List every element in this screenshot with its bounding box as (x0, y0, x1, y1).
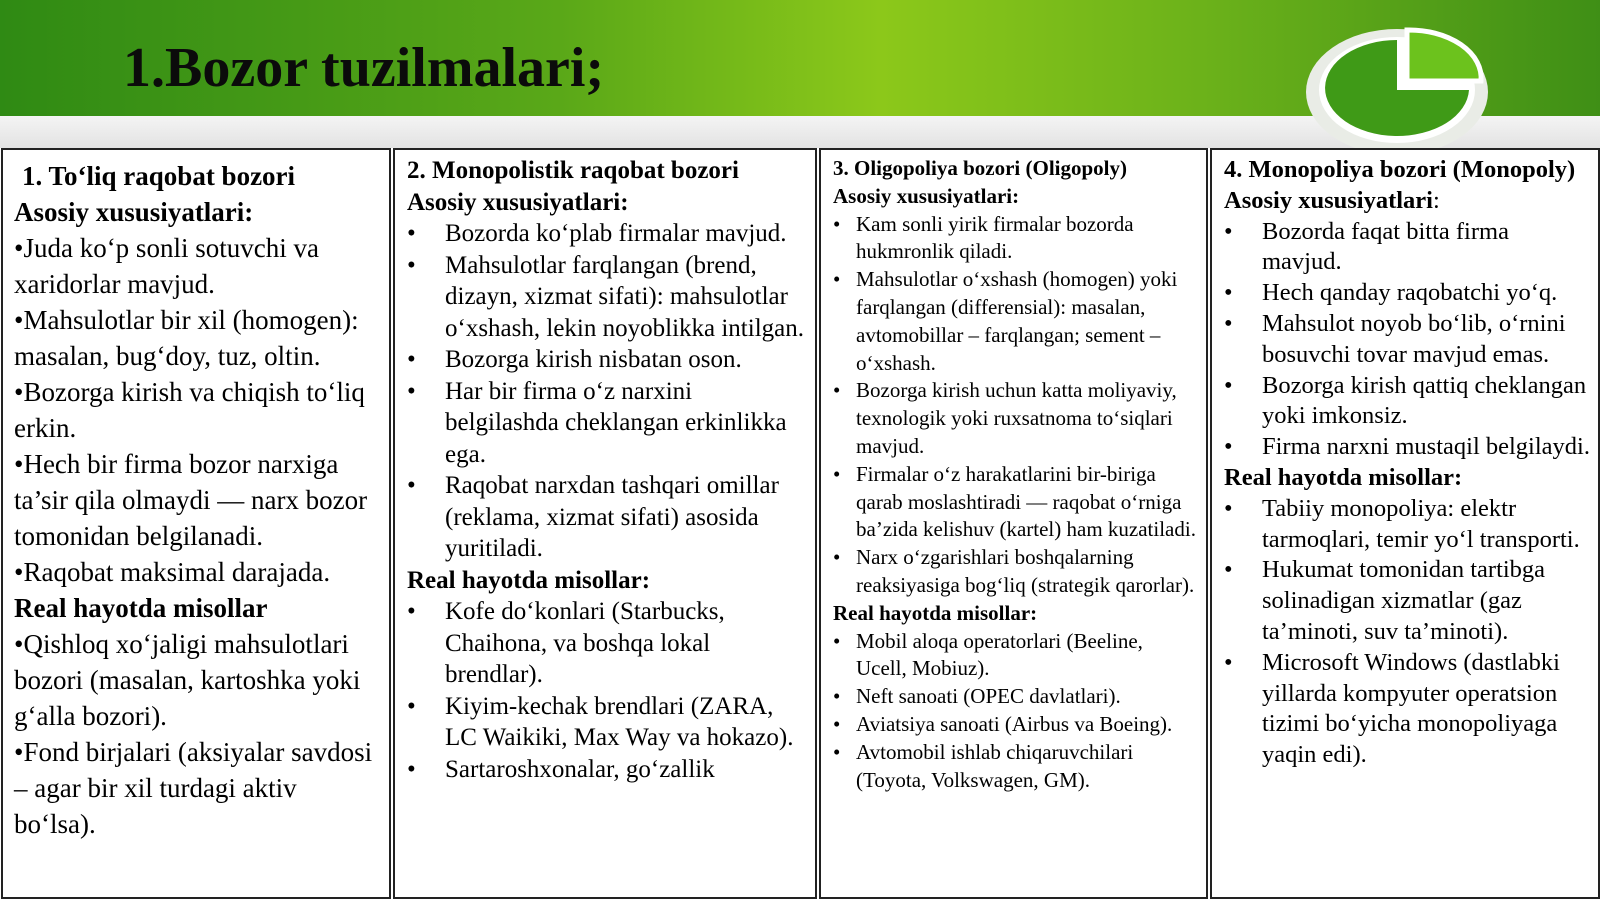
features-heading: Asosiy xususiyatlari: (407, 188, 629, 216)
features-heading: Asosiy xususiyatlari: (833, 183, 1020, 208)
feature-item: •Mahsulotlar bir xil (homogen): masalan, bug‘doy, tuz, oltin. (14, 305, 359, 371)
list-item-text: Aviatsiya sanoati (Airbus va Boeing). (856, 711, 1173, 736)
bullet: • (1224, 371, 1233, 399)
list-item-text: Avtomobil ishlab chiqaruvchilari (Toyota, Volkswagen, GM). (856, 739, 1134, 792)
features-list (833, 211, 1198, 600)
list-item-text: Tabiiy monopoliya: elektr tarmoqlari, temir yo‘l transporti. (1262, 494, 1580, 553)
column-perfect-competition (1, 148, 391, 899)
list-item (1224, 555, 1590, 647)
bullet: • (1224, 648, 1233, 676)
list-item-text: Neft sanoati (OPEC davlatlari). (856, 684, 1121, 709)
list-item (407, 754, 805, 786)
list-item (833, 461, 1198, 544)
examples-heading: Real hayotda misollar (14, 593, 268, 623)
bullet: • (1224, 309, 1233, 337)
list-item (407, 344, 805, 376)
list-item-text: Mahsulotlar farqlangan (brend, dizayn, xizmat sifati): mahsulotlar o‘xshash, lekin noyoblikka intilgan. (445, 251, 804, 342)
list-item (833, 711, 1198, 739)
list-item (407, 376, 805, 471)
features-list (407, 218, 805, 565)
example-item: •Fond birjalari (aksiyalar savdosi – agar bir xil turdagi aktiv bo‘lsa). (14, 737, 373, 839)
column-monopolistic-competition (393, 148, 817, 899)
list-item (407, 691, 805, 754)
bullet: • (833, 739, 841, 764)
bullet: • (407, 346, 416, 373)
list-item (833, 683, 1198, 711)
list-item (1224, 217, 1590, 279)
features-heading: Asosiy xususiyatlari: (14, 197, 254, 227)
bullet: • (833, 378, 841, 403)
bullet: • (407, 598, 416, 625)
list-item-text: Narx o‘zgarishlari boshqalarning reaksiyasiga bog‘liq (strategik qarorlar). (856, 545, 1195, 597)
green-pie-logo-icon (1305, 18, 1535, 158)
column-monopoly (1210, 148, 1600, 899)
column-oligopoly (819, 148, 1208, 899)
features-list (1224, 217, 1590, 463)
list-item (1224, 309, 1590, 371)
column-heading: 2. Monopolistik raqobat bozori (407, 157, 739, 184)
list-item-text: Mahsulotlar o‘xshash (homogen) yoki farqlangan (differensial): masalan, avtomobillar – farqlangan; sement – o‘xshash. (856, 267, 1178, 375)
slide-title: 1.Bozor tuzilmalari; (123, 37, 605, 99)
list-item (1224, 494, 1590, 556)
list-item-text: Hukumat tomonidan tartibga solinadigan xizmatlar (gaz ta’minoti, suv ta’minoti). (1262, 556, 1546, 645)
list-item (1224, 648, 1590, 771)
list-item (833, 544, 1198, 600)
list-item-text: Raqobat narxdan tashqari omillar (reklama, xizmat sifati) asosida yuritiladi. (445, 472, 779, 562)
bullet: • (833, 211, 841, 236)
list-item-text: Mobil aloqa operatorlari (Beeline, Ucell, Mobiuz). (856, 628, 1143, 681)
feature-item: •Raqobat maksimal darajada. (14, 557, 331, 587)
examples-heading: Real hayotda misollar: (407, 566, 651, 594)
list-item (407, 250, 805, 345)
example-item: •Qishloq xo‘jaligi mahsulotlari bozori (masalan, kartoshka yoki g‘alla bozori). (14, 629, 361, 731)
bullet: • (407, 377, 416, 405)
list-item-text: Firma narxni mustaqil belgilaydi. (1262, 433, 1590, 461)
list-item-text: Kofe do‘konlari (Starbucks, Chaihona, va boshqa lokal brendlar). (445, 598, 725, 688)
examples-list (1224, 494, 1590, 771)
list-item (1224, 371, 1590, 433)
feature-item: •Hech bir firma bozor narxiga ta’sir qila olmaydi — narx bozor tomonidan belgilanadi. (14, 449, 368, 551)
bullet: • (407, 472, 416, 499)
list-item (407, 218, 805, 250)
features-heading-colon: : (1432, 186, 1440, 214)
list-item (833, 628, 1198, 684)
bullet: • (1224, 556, 1233, 584)
list-item-text: Bozorga kirish qattiq cheklangan yoki imkonsiz. (1262, 371, 1587, 430)
bullet: • (833, 267, 841, 292)
features-heading: Asosiy xususiyatlari (1224, 186, 1433, 214)
list-item-text: Hech qanday raqobatchi yo‘q. (1262, 279, 1558, 307)
bullet: • (1224, 433, 1233, 461)
bullet: • (407, 251, 416, 279)
list-item-text: Kiyim-kechak brendlari (ZARA, LC Waikiki, Max Way va hokazo). (445, 692, 794, 751)
bullet: • (407, 220, 416, 247)
examples-list (833, 628, 1198, 795)
bullet: • (1224, 279, 1233, 307)
bullet: • (407, 755, 416, 783)
bullet: • (833, 711, 841, 736)
bullet: • (1224, 217, 1233, 245)
list-item-text: Sartaroshxonalar, go‘zallik (445, 755, 715, 783)
list-item (1224, 278, 1590, 309)
list-item-text: Har bir firma o‘z narxini belgilashda cheklangan erkinlikka ega. (445, 377, 787, 468)
list-item-text: Firmalar o‘z harakatlarini bir-biriga qarab moslashtiradi — raqobat o‘rniga ba’zida kelishuv (kartel) ham kuzatiladi. (856, 461, 1196, 542)
list-item-text: Mahsulot noyob bo‘lib, o‘rnini bosuvchi tovar mavjud emas. (1262, 309, 1566, 368)
bullet: • (407, 692, 416, 720)
feature-item: •Bozorga kirish va chiqish to‘liq erkin. (14, 377, 365, 443)
examples-heading: Real hayotda misollar: (833, 600, 1038, 625)
list-item (407, 470, 805, 565)
examples-list (407, 596, 805, 785)
column-heading: 1. To‘liq raqobat bozori (22, 161, 296, 191)
bullet: • (833, 684, 841, 709)
list-item (407, 596, 805, 691)
list-item-text: Bozorda faqat bitta firma mavjud. (1262, 217, 1509, 276)
features-heading-line (1224, 186, 1590, 217)
list-item-text: Bozorga kirish uchun katta moliyaviy, texnologik yoki ruxsatnoma to‘siqlari mavjud. (856, 378, 1177, 458)
list-item-text: Kam sonli yirik firmalar bozorda hukmronlik qiladi. (856, 211, 1134, 264)
list-item (833, 266, 1198, 377)
examples-heading: Real hayotda misollar: (1224, 463, 1463, 491)
bullet: • (1224, 494, 1233, 522)
column-heading: 4. Monopoliya bozori (Monopoly) (1224, 156, 1576, 183)
bullet: • (833, 628, 841, 653)
feature-item: •Juda ko‘p sonli sotuvchi va xaridorlar mavjud. (14, 233, 319, 299)
list-item-text: Bozorda ko‘plab firmalar mavjud. (445, 220, 787, 247)
list-item (1224, 432, 1590, 463)
list-item (833, 739, 1198, 795)
list-item (833, 211, 1198, 267)
list-item (833, 377, 1198, 460)
column-heading: 3. Oligopoliya bozori (Oligopoly) (833, 156, 1128, 180)
list-item-text: Bozorga kirish nisbatan oson. (445, 346, 742, 373)
list-item-text: Microsoft Windows (dastlabki yillarda kompyuter operatsion tizimi bo‘yicha monopoliyaga yaqin edi). (1262, 648, 1560, 769)
bullet: • (833, 461, 841, 486)
bullet: • (833, 545, 841, 570)
